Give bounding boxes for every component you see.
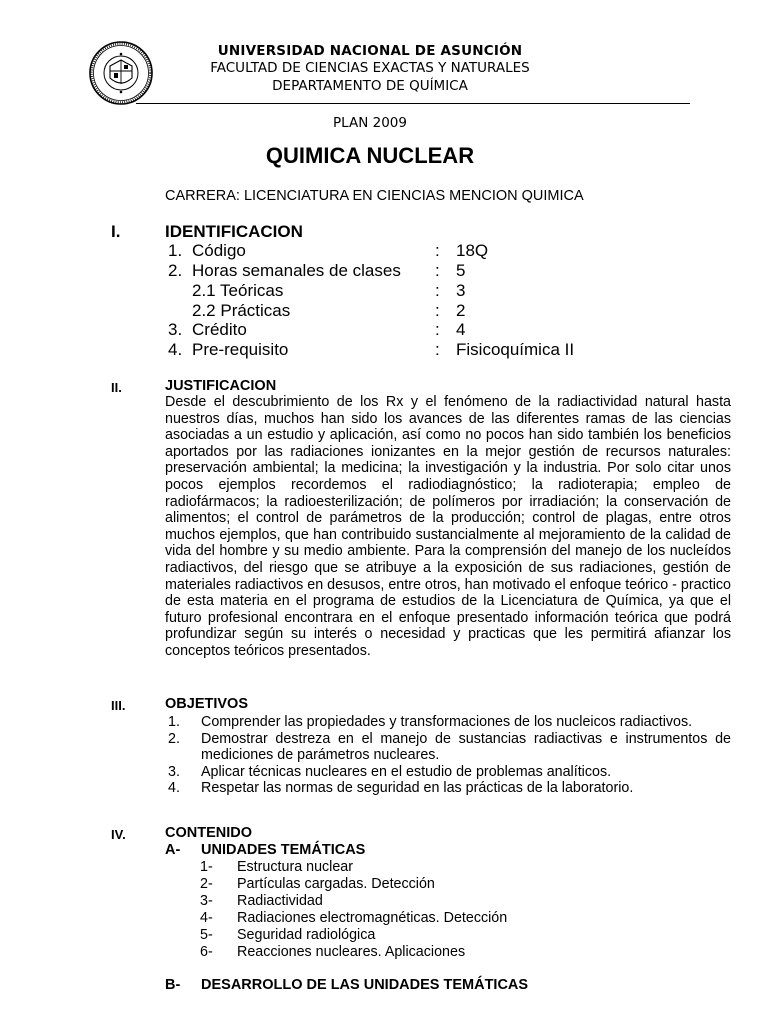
list-item-text: Partículas cargadas. Detección bbox=[237, 875, 435, 892]
list-item-text: Reacciones nucleares. Aplicaciones bbox=[237, 943, 466, 960]
university-name: UNIVERSIDAD NACIONAL DE ASUNCIÓN bbox=[217, 43, 523, 59]
list-item-number: 2- bbox=[200, 875, 213, 892]
id-row-value: 18Q bbox=[456, 241, 489, 260]
id-row-value: Fisicoquímica II bbox=[456, 340, 575, 359]
list-item bbox=[200, 893, 507, 910]
id-row-codigo bbox=[0, 241, 768, 261]
list-item bbox=[200, 944, 507, 961]
section-number-identificacion: I. bbox=[111, 222, 121, 241]
id-row-colon: : bbox=[435, 281, 440, 300]
subsection-heading-desarrollo: DESARROLLO DE LAS UNIDADES TEMÁTICAS bbox=[201, 977, 529, 993]
list-item-text: Respetar las normas de seguridad en las prácticas de la laboratorio. bbox=[201, 780, 634, 797]
list-item bbox=[200, 876, 507, 893]
subsection-letter-a: A- bbox=[165, 842, 181, 858]
id-row-colon: : bbox=[435, 261, 440, 280]
section-number-objetivos: III. bbox=[111, 698, 126, 713]
id-row-label: Pre-requisito bbox=[192, 340, 289, 359]
list-item-number: 3. bbox=[168, 763, 180, 780]
id-row-prerequisito bbox=[0, 340, 768, 360]
id-row-number: 3. bbox=[168, 320, 183, 339]
list-item-number: 5- bbox=[200, 926, 213, 943]
list-item bbox=[165, 714, 731, 731]
list-item-number: 3- bbox=[200, 892, 213, 909]
objetivos-list bbox=[165, 714, 731, 797]
id-row-label: Código bbox=[192, 241, 246, 260]
section-heading-objetivos: OBJETIVOS bbox=[165, 696, 248, 712]
list-item-text: Seguridad radiológica bbox=[237, 926, 376, 943]
faculty-name: FACULTAD DE CIENCIAS EXACTAS Y NATURALES bbox=[210, 60, 530, 76]
carrera-line: CARRERA: LICENCIATURA EN CIENCIAS MENCION QUIMICA bbox=[165, 188, 584, 204]
id-row-label: 2.1 Teóricas bbox=[192, 281, 284, 300]
id-row-horas bbox=[0, 261, 768, 281]
list-item-text: Radiactividad bbox=[237, 892, 323, 909]
id-row-number: 4. bbox=[168, 340, 183, 359]
list-item-text: Comprender las propiedades y transformaciones de los nucleicos radiactivos. bbox=[201, 714, 693, 730]
page-title: QUIMICA NUCLEAR bbox=[265, 143, 475, 168]
list-item-number: 6- bbox=[200, 943, 213, 960]
section-number-contenido: IV. bbox=[111, 827, 126, 842]
list-item bbox=[200, 910, 507, 927]
subsection-letter-b: B- bbox=[165, 977, 181, 993]
department-name: DEPARTAMENTO DE QUÍMICA bbox=[272, 78, 468, 94]
university-seal-logo bbox=[88, 40, 154, 106]
plan-label: PLAN 2009 bbox=[333, 115, 407, 131]
justificacion-paragraph: Desde el descubrimiento de los Rx y el fenómeno de la radiactividad natural hasta nuestros días, muchos han sido los avances de las diferentes ramas de las ciencias asociadas a un estudio y aplicación, así como no pocos han sido también los beneficios aportados por las radiaciones ionizantes en la mejor gestión de recursos naturales: preservación ambiental; la medicina; la investigación y la industria. Por solo citar unos pocos ejemplos recordemos el radiodiagnóstico; la radioterapia; empleo de radiofármacos; la radioesterilización; de polímeros por irradiación; la conservación de alimentos; el control de parámetros de la producción; control de plagas, entre otros muchos ejemplos, que han contribuido sustancialmente al mejoramiento de la calidad de vida del hombre y su medio ambiente. Para la comprensión del manejo de los nucleídos radiactivos, del riesgo que se atribuye a la exposición de sus radiaciones, gestión de materiales radiactivos en desusos, entre otros, han motivado el enfoque teórico - practico de esta materia en el programa de estudios de la Licenciatura de Química, ya que el futuro profesional encontrara en el enfoque presentado información teórica que podrá profundizar según su interés o necesidad y practicas que les permitirá afianzar los conceptos teóricos presentados. bbox=[165, 394, 731, 659]
id-row-label: Crédito bbox=[192, 320, 247, 339]
id-row-value: 3 bbox=[456, 281, 466, 300]
list-item-text: Aplicar técnicas nucleares en el estudio de problemas analíticos. bbox=[201, 763, 612, 780]
id-row-label: Horas semanales de clases bbox=[192, 261, 401, 280]
id-row-colon: : bbox=[435, 340, 440, 359]
list-item bbox=[200, 859, 507, 876]
list-item-text: Demostrar destreza en el manejo de sustancias radiactivas e instrumentos de mediciones de parámetros nucleares. bbox=[201, 730, 731, 764]
id-row-value: 2 bbox=[456, 301, 466, 320]
section-heading-contenido: CONTENIDO bbox=[165, 825, 252, 841]
list-item-number: 4. bbox=[168, 780, 180, 797]
id-row-colon: : bbox=[435, 320, 440, 339]
id-row-value: 4 bbox=[456, 320, 466, 339]
list-item-text: Radiaciones electromagnéticas. Detección bbox=[237, 909, 508, 926]
id-row-credito bbox=[0, 320, 768, 340]
id-row-value: 5 bbox=[456, 261, 466, 280]
list-item bbox=[200, 927, 507, 944]
list-item-text: Estructura nuclear bbox=[237, 859, 354, 875]
list-item bbox=[165, 731, 731, 764]
list-item bbox=[165, 764, 731, 781]
id-row-colon: : bbox=[435, 241, 440, 260]
unidades-list bbox=[200, 859, 507, 960]
id-row-label: 2.2 Prácticas bbox=[192, 301, 291, 320]
id-row-number: 1. bbox=[168, 241, 183, 260]
header-divider bbox=[136, 103, 690, 104]
section-heading-justificacion: JUSTIFICACION bbox=[165, 378, 277, 394]
list-item bbox=[165, 780, 731, 797]
section-number-justificacion: II. bbox=[111, 380, 122, 395]
list-item-number: 1- bbox=[200, 859, 213, 875]
subsection-heading-unidades: UNIDADES TEMÁTICAS bbox=[201, 842, 366, 858]
id-row-teoricas bbox=[0, 281, 768, 301]
id-row-number: 2. bbox=[168, 261, 183, 280]
list-item-number: 2. bbox=[168, 730, 180, 747]
list-item-number: 1. bbox=[168, 714, 180, 730]
section-heading-identificacion: IDENTIFICACION bbox=[165, 222, 303, 241]
id-row-practicas bbox=[0, 301, 768, 321]
list-item-number: 4- bbox=[200, 909, 213, 926]
id-row-colon: : bbox=[435, 301, 440, 320]
